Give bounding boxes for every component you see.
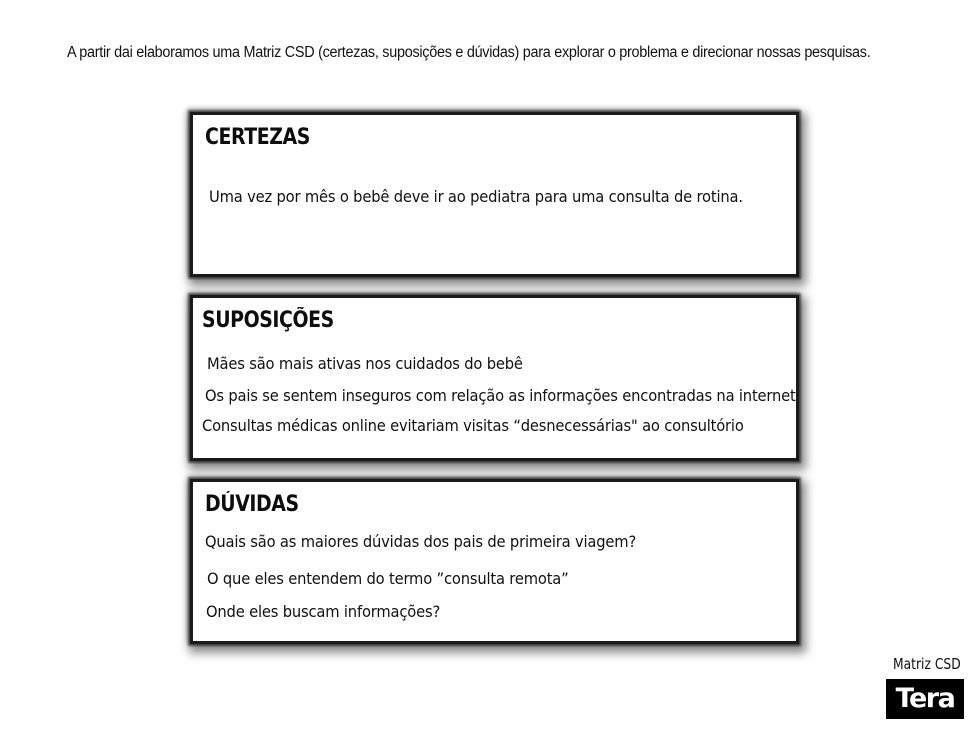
card-line: Onde eles buscam informações? bbox=[206, 602, 441, 621]
card-line: O que eles entendem do termo ”consulta remota” bbox=[207, 569, 569, 588]
card-title: CERTEZAS bbox=[205, 125, 310, 150]
card-certezas bbox=[190, 112, 799, 277]
intro-text: A partir dai elaboramos uma Matriz CSD (certezas, suposições e dúvidas) para explorar o problema e direcionar nossas pesquisas. bbox=[67, 44, 871, 61]
card-suposicoes bbox=[190, 295, 799, 461]
card-line: Consultas médicas online evitariam visitas “desnecessárias" ao consultório bbox=[202, 416, 744, 435]
card-line: Os pais se sentem inseguros com relação as informações encontradas na internet bbox=[205, 386, 796, 405]
tera-logo: Tera bbox=[886, 679, 964, 719]
card-line: Quais são as maiores dúvidas dos pais de primeira viagem? bbox=[205, 532, 637, 551]
card-duvidas bbox=[190, 479, 799, 644]
card-title: DÚVIDAS bbox=[205, 492, 299, 517]
card-line: Uma vez por mês o bebê deve ir ao pediatra para uma consulta de rotina. bbox=[209, 187, 743, 206]
footer-label: Matriz CSD bbox=[893, 655, 961, 673]
card-title: SUPOSIÇÕES bbox=[202, 308, 334, 333]
card-line: Mães são mais ativas nos cuidados do bebê bbox=[207, 354, 523, 373]
